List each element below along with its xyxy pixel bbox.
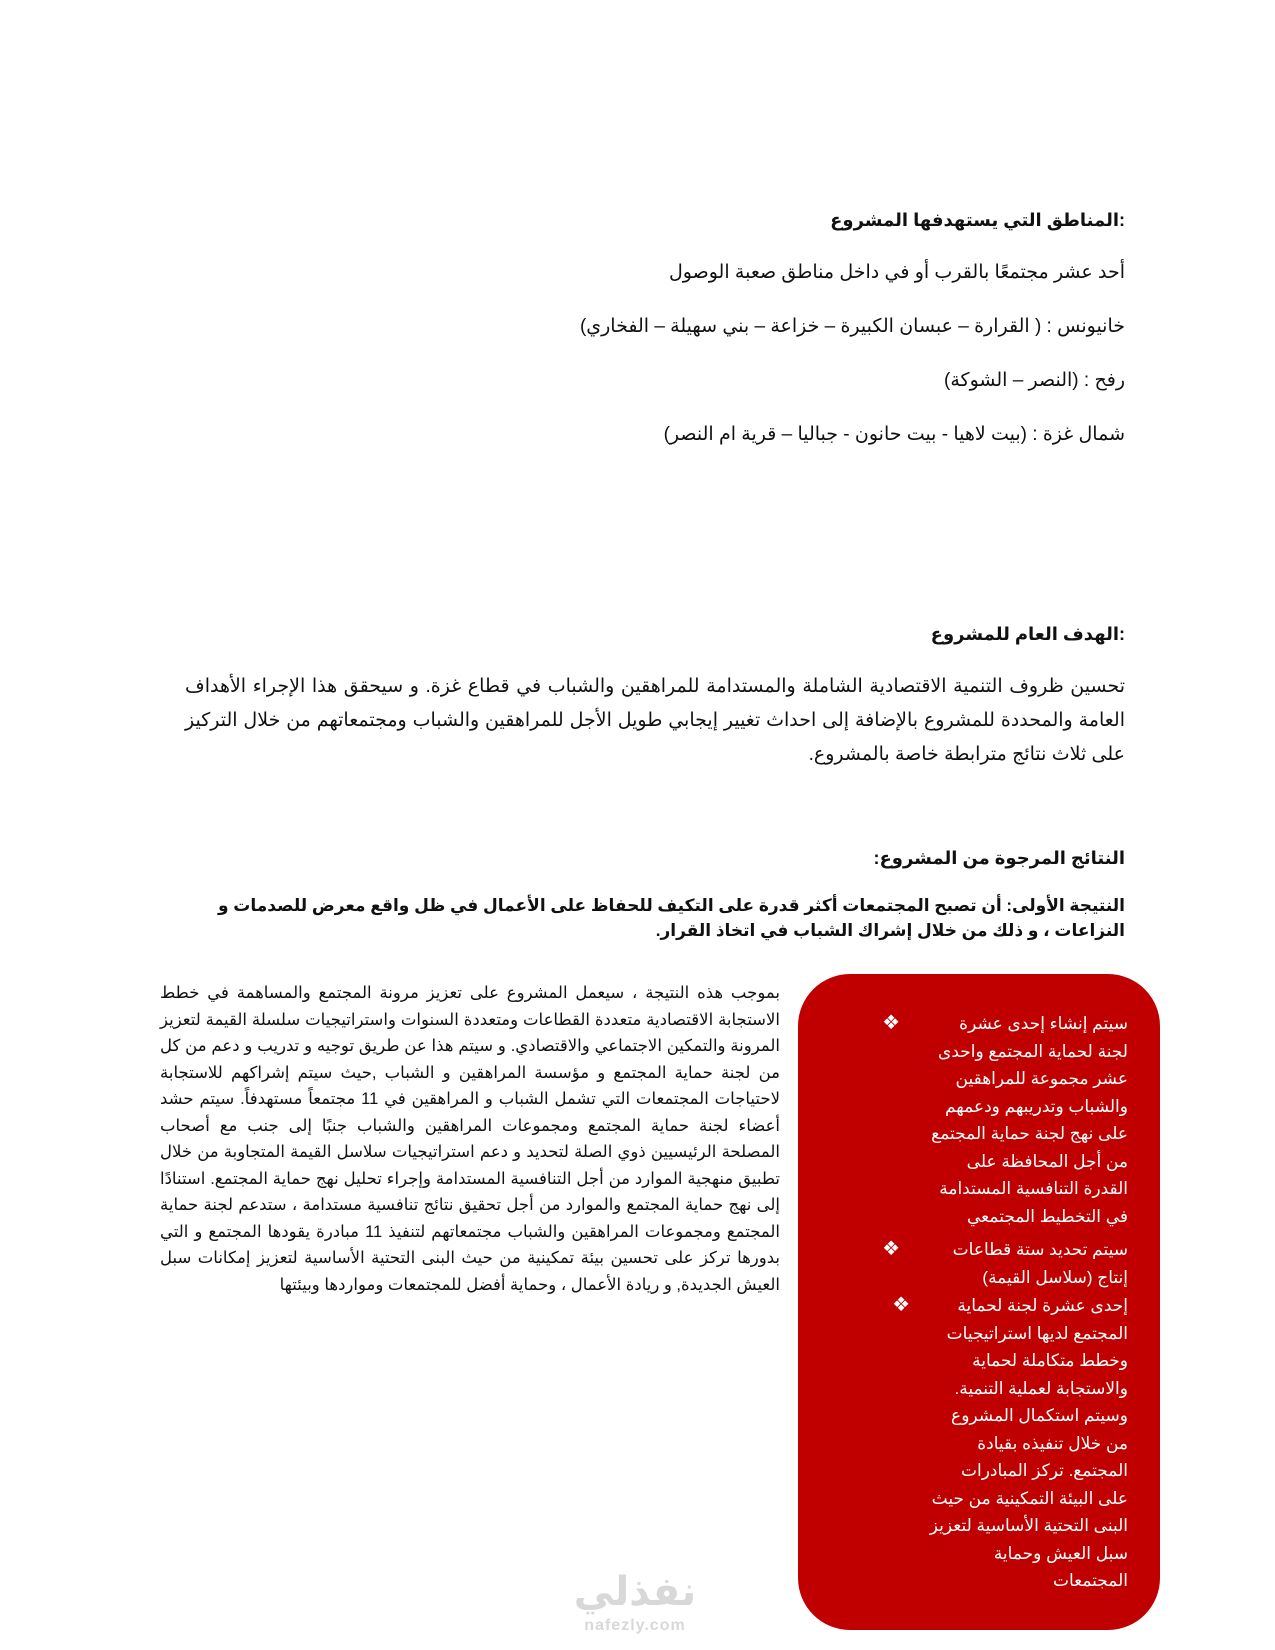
- bullet-item-text: سيتم إنشاء إحدى عشرة لجنة لحماية المجتمع واحدى عشر مجموعة للمراهقين والشباب وتدريبهم ودعمهم على نهج لجنة حماية المجتمع من أجل المحافظة على القدرة التنافسية المستدامة في التخطيط المجتمعي: [931, 1014, 1128, 1226]
- expected-results-heading: النتائج المرجوة من المشروع:: [873, 848, 1125, 868]
- target-areas-heading: :المناطق التي يستهدفها المشروع: [830, 210, 1125, 230]
- red-highlight-box: [798, 974, 1160, 1630]
- bullet-item: [882, 1010, 1128, 1230]
- diamond-bullet-icon: ❖: [882, 1012, 900, 1034]
- result-one-statement: النتيجة الأولى: أن تصبح المجتمعات أكثر قدرة على التكيف للحفاظ على الأعمال في ظل واقع معرض للصدمات و النزاعات ، و ذلك من خلال إشراك الشباب في اتخاذ القرار.: [218, 896, 1125, 940]
- bullet-item-text: سيتم تحديد ستة قطاعات إنتاج (سلاسل القيمة): [952, 1240, 1128, 1287]
- general-goal-heading: :الهدف العام للمشروع: [930, 624, 1125, 644]
- target-areas-line: أحد عشر مجتمعًا بالقرب أو في داخل مناطق صعبة الوصول: [668, 262, 1125, 283]
- nafezly-watermark-logo: [555, 1568, 715, 1646]
- target-areas-line: شمال غزة : (بيت لاهيا - بيت حانون - جباليا – قرية ام النصر): [663, 424, 1125, 445]
- target-areas-line: خانيونس : ( القرارة – عبسان الكبيرة – خزاعة – بني سهيلة – الفخاري): [579, 316, 1125, 337]
- bullet-item: [882, 1236, 1128, 1291]
- bullet-item-text: إحدى عشرة لجنة لحماية المجتمع لديها استراتيجيات وخطط متكاملة لحماية والاستجابة لعملية التنمية. وسيتم استكمال المشروع من خلال تنفيذه بقيادة المجتمع. تركز المبادرات على البيئة التمكينية من حيث البنى التحتية الأساسية لتعزيز سبل العيش وحماية المجتمعات: [929, 1296, 1128, 1590]
- diamond-bullet-icon: ❖: [892, 1294, 910, 1316]
- diamond-bullet-icon: ❖: [882, 1238, 900, 1260]
- target-areas-list: [225, 258, 1125, 474]
- watermark-arabic: نفذلي: [573, 1570, 697, 1614]
- watermark-latin: nafezly.com: [584, 1617, 686, 1634]
- result-one-description: بموجب هذه النتيجة ، سيعمل المشروع على تعزيز مرونة المجتمع والمساهمة في خطط الاستجابة الاقتصادية متعددة القطاعات ومتعددة السنوات واستراتيجيات سلسلة القيمة لتعزيز المرونة والتمكين الاجتماعي والاقتصادي. و سيتم هذا عن طريق توجيه و تدريب و دعم من كل من لجنة حماية المجتمع و مؤسسة المراهقين و الشباب ,حيث سيتم إشراكهم للاستجابة لاحتياجات المجتمعات التي تشمل الشباب و المراهقين في 11 مجتمعاً مستهدفاً. سيتم حشد أعضاء لجنة حماية المجتمع ومجموعات المراهقين والشباب جنبًا إلى جنب مع أصحاب المصلحة الرئيسيين ذوي الصلة لتحديد و دعم استراتيجيات سلاسل القيمة المتجاوبة من خلال تطبيق منهجية الموارد من أجل التنافسية المستدامة وإجراء تحليل نهج حماية المجتمع. استنادًا إلى نهج حماية المجتمع والموارد من أجل تحقيق نتائج تنافسية مستدامة ، ستدعم لجنة حماية المجتمع ومجموعات المراهقين والشباب مجتمعاتهم لتنفيذ 11 مبادرة يقودها المجتمع و التي بدورها تركز على تحسين بيئة تمكينية من حيث البنى التحتية الأساسية لتعزيز إمكانات سبل العيش الجديدة, و ريادة الأعمال ، وحماية أفضل للمجتمعات ومواردها وبيئتها: [160, 984, 781, 1294]
- target-areas-line: رفح : (النصر – الشوكة): [944, 370, 1125, 391]
- general-goal-text: تحسين ظروف التنمية الاقتصادية الشاملة والمستدامة للمراهقين والشباب في قطاع غزة. و سيحقق هذا الإجراء الأهداف العامة والمحددة للمشروع بالإضافة إلى احداث تغيير إيجابي طويل الأجل للمراهقين والشباب ومجتمعاتهم من خلال التركيز على ثلاث نتائج مترابطة خاصة بالمشروع.: [185, 676, 1125, 765]
- bullet-item: [892, 1292, 1128, 1595]
